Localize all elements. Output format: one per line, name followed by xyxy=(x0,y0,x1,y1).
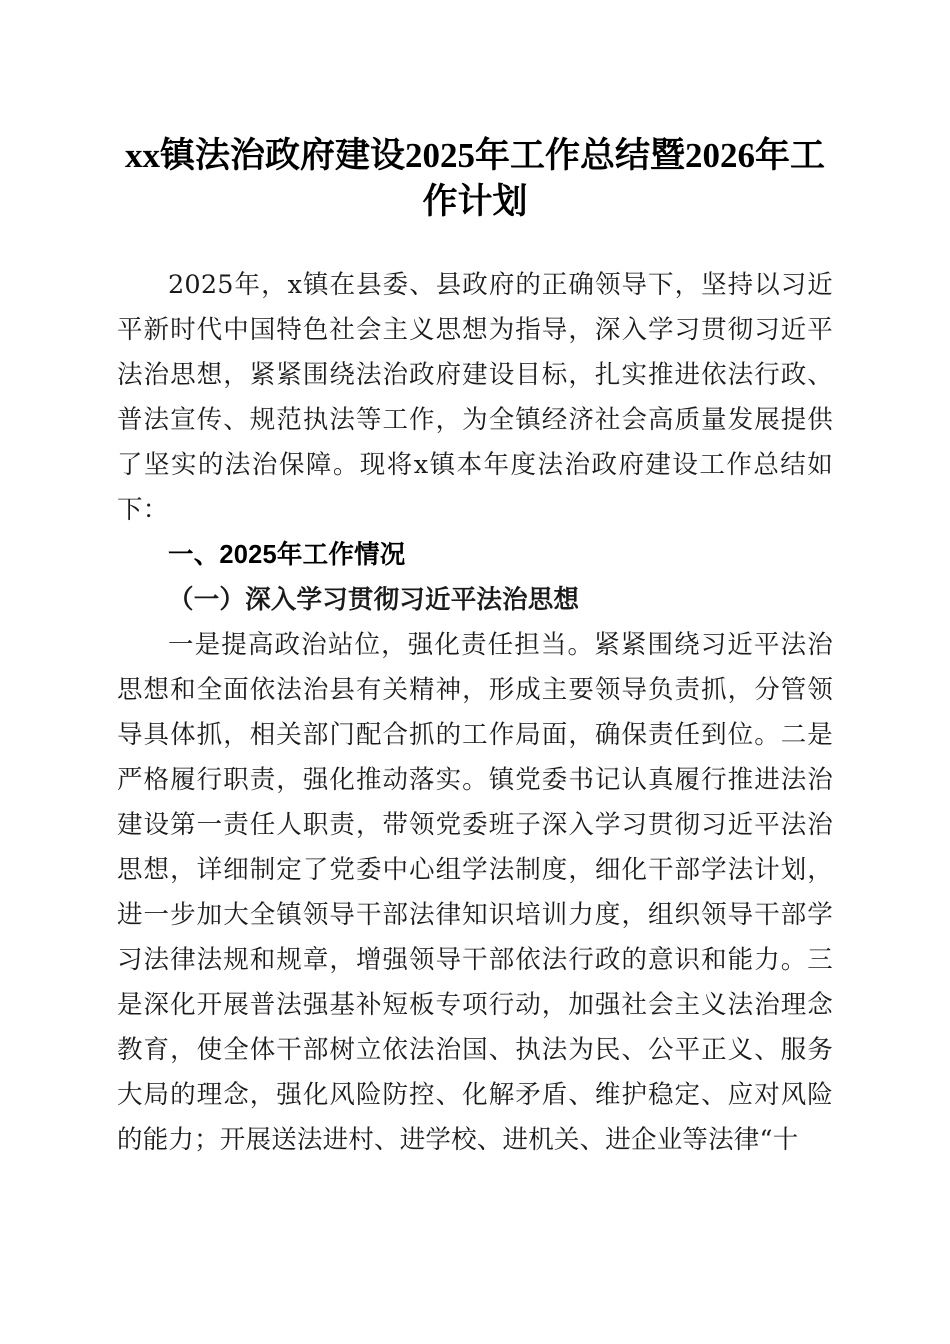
subsection-body-1-1: 一是提高政治站位，强化责任担当。紧紧围绕习近平法治思想和全面依法治县有关精神，形成主要领导负责抓，分管领导具体抓，相关部门配合抓的工作局面，确保责任到位。二是严格履行职责，强化推动落实。镇党委书记认真履行推进法治建设第一责任人职责，带领党委班子深入学习贯彻习近平法治思想，详细制定了党委中心组学法制度，细化干部学法计划，进一步加大全镇领导干部法律知识培训力度，组织领导干部学习法律法规和规章，增强领导干部依法行政的意识和能力。三是深化开展普法强基补短板专项行动，加强社会主义法治理念教育，使全体干部树立依法治国、执法为民、公平正义、服务大局的理念，强化风险防控、化解矛盾、维护稳定、应对风险的能力；开展送法进村、进学校、进机关、进企业等法律“十 xyxy=(117,630,833,1155)
intro-paragraph: 2025年，x镇在县委、县政府的正确领导下，坚持以习近平新时代中国特色社会主义思想为指导，深入学习贯彻习近平法治思想，紧紧围绕法治政府建设目标，扎实推进依法行政、普法宣传、规范执法等工作，为全镇经济社会高质量发展提供了坚实的法治保障。现将x镇本年度法治政府建设工作总结如下： xyxy=(117,270,833,525)
subsection-heading-1-1: （一）深入学习贯彻习近平法治思想 xyxy=(168,585,580,615)
title-body-spacer xyxy=(117,225,833,263)
page-title: xx镇法治政府建设2025年工作总结暨2026年工作计划 xyxy=(124,136,825,221)
document-content xyxy=(117,0,833,1163)
section-heading-1: 一、2025年工作情况 xyxy=(168,541,406,569)
